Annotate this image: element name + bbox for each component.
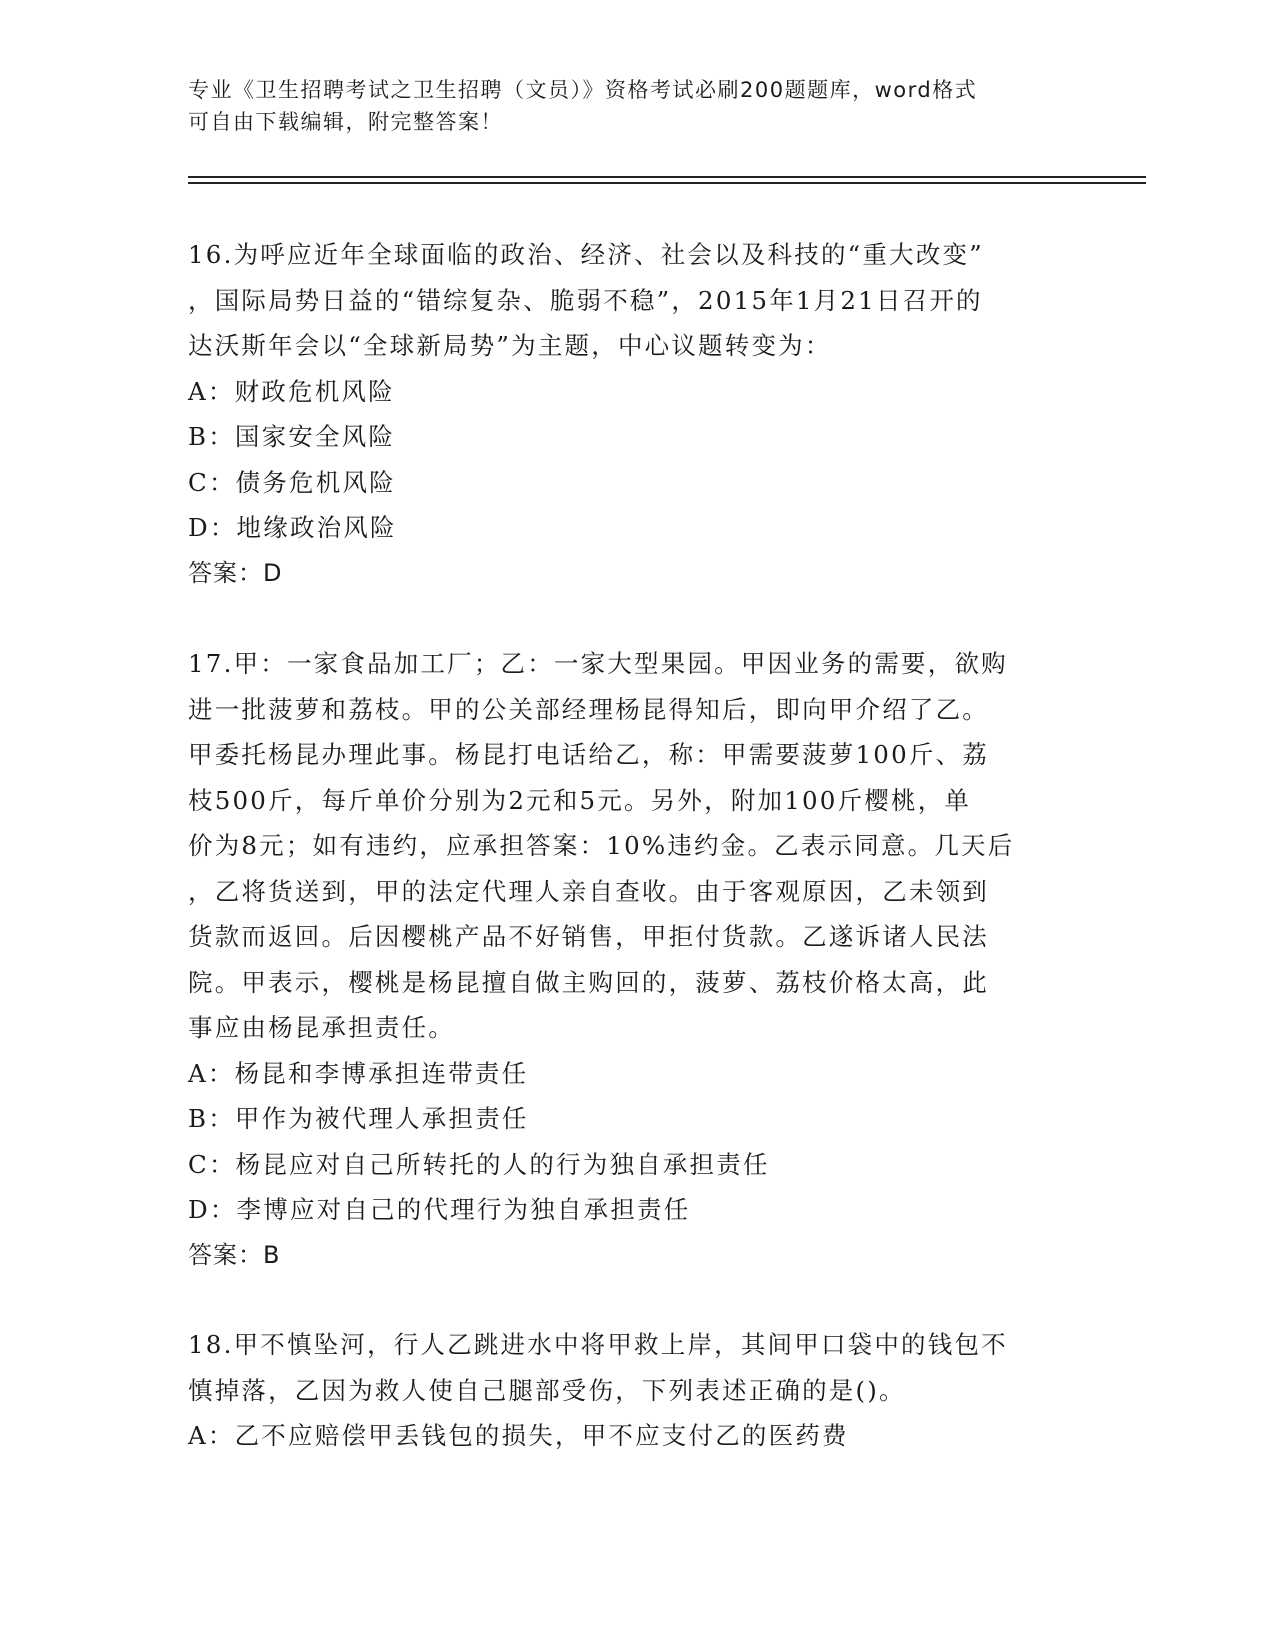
option-b: B：甲作为被代理人承担责任 — [188, 1104, 529, 1133]
option-d: D：李博应对自己的代理行为独自承担责任 — [188, 1195, 691, 1224]
answer: 答案：D — [188, 558, 283, 587]
question-text-line: 价为8元；如有违约，应承担答案：10%违约金。乙表示同意。几天后 — [188, 831, 1015, 860]
option-a: A：乙不应赔偿甲丢钱包的损失，甲不应支付乙的医药费 — [188, 1421, 849, 1450]
option-a: A：财政危机风险 — [188, 376, 395, 406]
question-text-line: 达沃斯年会以“全球新局势”为主题，中心议题转变为： — [188, 331, 832, 360]
option-c: C：债务危机风险 — [188, 467, 396, 497]
question-18 — [188, 1322, 1088, 1459]
option-d: D：地缘政治风险 — [188, 513, 397, 542]
question-text-line: 事应由杨昆承担责任。 — [188, 1013, 455, 1042]
question-text-line: 院。甲表示，樱桃是杨昆擅自做主购回的，菠萝、荔枝价格太高，此 — [188, 967, 989, 997]
question-17 — [188, 641, 1088, 1278]
option-c: C：杨昆应对自己所转托的人的行为独自承担责任 — [188, 1149, 770, 1179]
option-a: A：杨昆和李博承担连带责任 — [188, 1058, 529, 1088]
header-divider-top — [188, 176, 1146, 178]
question-text-line: 17.甲：一家食品加工厂；乙：一家大型果园。甲因业务的需要，欲购 — [188, 649, 1008, 678]
question-text-line: 18.甲不慎坠河，行人乙跳进水中将甲救上岸，其间甲口袋中的钱包不 — [188, 1330, 1008, 1359]
question-text-line: 枝500斤，每斤单价分别为2元和5元。另外，附加100斤樱桃，单 — [188, 785, 972, 815]
header-line-2: 可自由下载编辑，附完整答案！ — [188, 110, 503, 134]
document-header — [188, 74, 1088, 138]
question-text-line: 甲委托杨昆办理此事。杨昆打电话给乙，称：甲需要菠萝100斤、荔 — [188, 740, 989, 769]
question-text-line: ，乙将货送到，甲的法定代理人亲自查收。由于客观原因，乙未领到 — [188, 876, 989, 906]
answer: 答案：B — [188, 1240, 281, 1269]
header-divider-bottom — [188, 182, 1146, 184]
question-text-line: 货款而返回。后因樱桃产品不好销售，甲拒付货款。乙遂诉诸人民法 — [188, 922, 989, 951]
question-text-line: 慎掉落，乙因为救人使自己腿部受伤，下列表述正确的是()。 — [188, 1375, 906, 1405]
question-text-line: 进一批菠萝和荔枝。甲的公关部经理杨昆得知后，即向甲介绍了乙。 — [188, 694, 989, 724]
question-16 — [188, 232, 1088, 596]
header-line-1: 专业《卫生招聘考试之卫生招聘（文员）》资格考试必刷200题题库，word格式 — [188, 78, 978, 102]
question-text-line: ，国际局势日益的“错综复杂、脆弱不稳”，2015年1月21日召开的 — [188, 285, 983, 315]
question-text-line: 16.为呼应近年全球面临的政治、经济、社会以及科技的“重大改变” — [188, 240, 984, 269]
option-b: B：国家安全风险 — [188, 422, 396, 451]
